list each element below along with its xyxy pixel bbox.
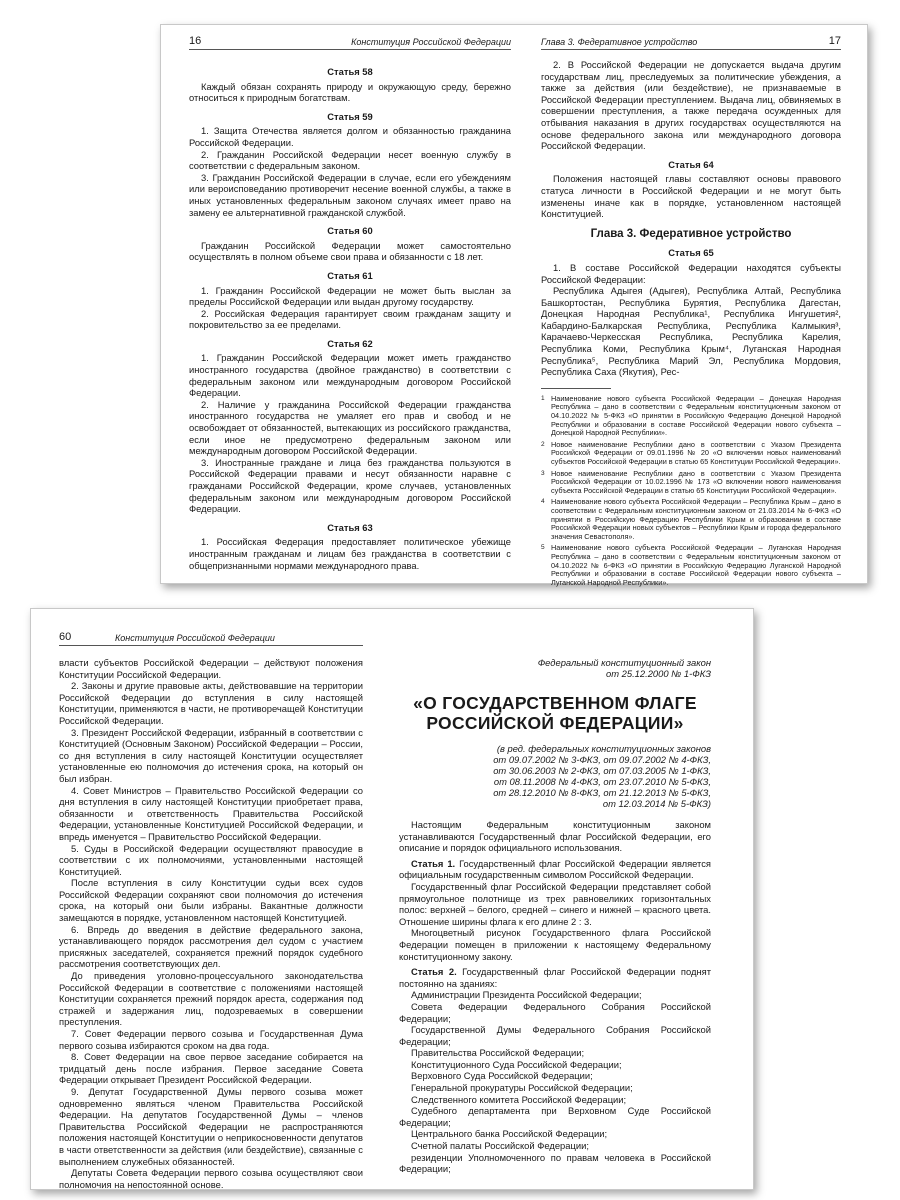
paragraph: 3. Иностранные граждане и лица без гражданства пользуются в Российской Федерации правами и несут обязанности наравне с гражданами Российской Федерации, кроме случаев, установленных федеральным законом или международным договором Российской Федерации.	[189, 456, 511, 515]
paragraph: Депутаты Совета Федерации первого созыва осуществляют свои полномочия на непостоянной основе.	[59, 1167, 363, 1190]
law-title-line1: «О ГОСУДАРСТВЕННОМ ФЛАГЕ	[413, 693, 697, 713]
page-text	[189, 59, 511, 571]
list-item: Следственного комитета Российской Федерации;	[411, 1093, 627, 1105]
article-heading: Статья 65	[668, 247, 714, 259]
paragraph: 2. Гражданин Российской Федерации несет военную службу в соответствии с федеральным законом.	[189, 148, 511, 172]
law-type: Федеральный конституционный закон	[537, 657, 711, 668]
footnote-number: 4	[541, 498, 545, 506]
footnote-text: Наименование нового субъекта Российской Федерации – Республика Крым – дано в соответствии с Федеральным конституционным законом от 21.03.2014 № 6-ФКЗ «О принятии в Российскую Федерацию Республики Крым и образовании в составе Российской Федерации новых субъектов – Республики Крым и города федерального значения Севастополя».	[551, 497, 841, 541]
book-spread-top	[160, 24, 868, 587]
list-item: Администрации Президента Российской Федерации;	[411, 989, 642, 1001]
paragraph: 1. Защита Отечества является долгом и обязанностью гражданина Российской Федерации.	[189, 125, 511, 148]
page-number: 60	[59, 631, 72, 643]
list-item: Правительства Российской Федерации;	[411, 1047, 585, 1059]
footnote	[541, 395, 841, 438]
footnote-rule	[541, 388, 611, 389]
page-header	[541, 33, 841, 50]
paragraph: Гражданин Российской Федерации может самостоятельно осуществлять в полном объеме свои права и обязанности с 18 лет.	[189, 239, 511, 263]
list-item: Совета Федерации Федерального Собрания Российской Федерации;	[399, 1000, 711, 1024]
article-heading: Статья 60	[327, 225, 373, 237]
law-title	[399, 693, 711, 733]
edition-line: от 12.03.2014 № 5-ФКЗ)	[602, 798, 711, 809]
paragraph: власти субъектов Российской Федерации – действуют положения Конституции Российской Федерации.	[59, 657, 363, 680]
paragraph: 2. Наличие у гражданина Российской Федерации гражданства иностранного государства не умаляет его прав и свобод и не освобождает от обязанностей, вытекающих из российского гражданства, если иное не предусмотрено федеральным законом или международным договором Российской Федерации.	[189, 398, 511, 457]
chapter-heading: Глава 3. Федеративное устройство	[590, 227, 792, 240]
paragraph: 8. Совет Федерации на свое первое заседание собирается на тридцатый день после избрания. Первое заседание Совета Федерации открывает Президент Российской Федерации.	[59, 1051, 363, 1086]
paragraph: 2. В Российской Федерации не допускается выдача другим государствам лиц, преследуемых за политические убеждения, а также за действия (или бездействие), не признаваемые в Российской Федерации преступлением. Выдача лиц, обвиняемых в совершении преступления, а также передача осужденных для отбывания наказания в других государствах осуществляются на основе федерального закона или международного договора Российской Федерации.	[541, 59, 841, 152]
article-heading: Статья 61	[327, 269, 373, 281]
paragraph: До приведения уголовно-процессуального законодательства Российской Федерации в соответствие с положениями настоящей Конституции сохраняется прежний порядок ареста, содержания под стражей и задержания лиц, подозреваемых в совершении преступления.	[59, 970, 363, 1028]
paragraph: 2. Законы и другие правовые акты, действовавшие на территории Российской Федерации до вступления в силу настоящей Конституции, применяются в части, не противоречащей Конституции Российской Федерации.	[59, 680, 363, 726]
paragraph: 3. Президент Российской Федерации, избранный в соответствии с Конституцией (Основным Законом) Российской Федерации – России, со дня вступления в силу настоящей Конституции осуществляет установленные ею полномочия до истечения срока, на который он был избран.	[59, 726, 363, 784]
page-number: 17	[828, 35, 841, 47]
article-heading: Статья 62	[327, 337, 373, 349]
footnote-number: 1	[541, 394, 545, 402]
article-1-text: Государственный флаг Российской Федерации является официальным государственным символом Российской Федерации.	[399, 857, 711, 881]
list-item: Верховного Суда Российской Федерации;	[411, 1070, 593, 1082]
footnotes	[541, 395, 841, 587]
paragraph: Каждый обязан сохранять природу и окружающую среду, бережно относиться к природным богатствам.	[189, 80, 511, 104]
footnote	[541, 544, 841, 587]
article-2-label: Статья 2.	[411, 966, 457, 978]
list-item: Центрального банка Российской Федерации;	[411, 1128, 608, 1140]
paragraph: 6. Впредь до введения в действие федерального закона, устанавливающего порядок рассмотрения дел судом с участием присяжных заседателей, сохраняется прежний порядок судебного рассмотрения соответствующих дел.	[59, 923, 363, 970]
paragraph: Положения настоящей главы составляют основы правового статуса личности в Российской Федерации и не могут быть изменены иначе как в порядке, установленном настоящей Конституцией.	[541, 173, 841, 220]
page-header	[59, 629, 363, 646]
law-intro: Настоящим Федеральным конституционным законом устанавливаются Государственный флаг Российской Федерации, его описание и порядок официального использования.	[399, 819, 711, 854]
article-heading: Статья 64	[668, 158, 714, 170]
footnote-number: 5	[541, 544, 545, 552]
list-item: Генеральной прокуратуры Российской Федерации;	[411, 1082, 633, 1094]
list-item: Счетной палаты Российской Федерации;	[411, 1140, 589, 1152]
page-text	[399, 657, 711, 1175]
paragraph: 5. Суды в Российской Федерации осуществляют правосудие в соответствии с их полномочиями, установленными настоящей Конституцией.	[59, 842, 363, 877]
article-1-paragraph: Государственный флаг Российской Федерации представляет собой прямоугольное полотнище из трех равновеликих горизонтальных полос: верхней – белого, средней – синего и нижней – красного цвета. Отношение ширины флага к его длине 2 : 3.	[399, 880, 711, 927]
paragraph: 2. Российская Федерация гарантирует своим гражданам защиту и покровительство за ее пределами.	[189, 307, 511, 331]
running-head: Глава 3. Федеративное устройство	[541, 37, 698, 47]
page-text	[541, 59, 841, 590]
article-2	[399, 966, 711, 989]
footnote-number: 2	[541, 440, 545, 448]
article-2-text: Государственный флаг Российской Федерации поднят постоянно на зданиях:	[399, 966, 711, 989]
article-1	[399, 858, 711, 881]
edition-line: от 28.12.2010 № 8-ФКЗ, от 21.12.2013 № 5-ФКЗ,	[493, 787, 711, 798]
law-editions	[399, 743, 711, 809]
footnote	[541, 441, 841, 467]
footnote-text: Наименование нового субъекта Российской Федерации – Донецкая Народная Республика – дано в соответствии с Федеральным конституционным законом от 04.10.2022 № 5-ФКЗ «О принятии в Российскую Федерацию Донецкой Народной Республики и образовании в составе Российской Федерации нового субъекта – Донецкой Народной Республики».	[551, 393, 841, 438]
edition-line: от 08.11.2008 № 4-ФКЗ, от 23.07.2010 № 5-ФКЗ,	[493, 776, 711, 787]
article-1-label: Статья 1.	[411, 857, 456, 869]
edition-line: от 30.06.2003 № 2-ФКЗ, от 07.03.2005 № 1-ФКЗ,	[493, 765, 711, 776]
paragraph: 7. Совет Федерации первого созыва и Государственная Дума первого созыва избираются сроком на два года.	[59, 1028, 363, 1051]
footnote	[541, 470, 841, 496]
list-item: Государственной Думы Федерального Собрания Российской Федерации;	[399, 1024, 711, 1047]
edition-line: (в ред. федеральных конституционных законов	[496, 743, 711, 754]
page-header	[189, 33, 511, 50]
book-spread-bottom	[30, 608, 754, 1190]
footnote-number: 3	[541, 469, 545, 477]
footnote	[541, 498, 841, 541]
paragraph: 9. Депутат Государственной Думы первого созыва может одновременно являться членом Правительства Российской Федерации. На депутатов Государственной Думы – членов Правительства Российской Федерации не распространяются положения настоящей Конституции о неприкосновенности депутатов в части ответственности за действия (или бездействие), связанные с выполнением служебных обязанностей.	[59, 1085, 363, 1167]
building-list	[399, 989, 711, 1175]
list-item: Конституционного Суда Российской Федерации;	[411, 1058, 622, 1070]
article-heading: Статья 58	[327, 66, 373, 77]
paragraph: 1. Гражданин Российской Федерации может иметь гражданство иностранного государства (двойное гражданство) в соответствии с федеральным законом или международным договором Российской Федерации.	[189, 352, 511, 399]
running-head: Конституция Российской Федерации	[351, 37, 511, 47]
paragraph: 4. Совет Министров – Правительство Российской Федерации со дня вступления в силу настоящей Конституции приобретает права, обязанности и ответственность Правительства Российской Федерации, установленные Конституцией Российской Федерации, и впредь именуется – Правительство Российской Федерации.	[59, 784, 363, 842]
paragraph: После вступления в силу Конституции судьи всех судов Российской Федерации сохраняют свои полномочия до истечения срока, на который они были избраны. Вакантные должности замещаются в порядке, установленном настоящей Конституцией.	[59, 877, 363, 924]
list-item: Судебного департамента при Верховном Суде Российской Федерации;	[399, 1105, 711, 1128]
footnote-text: Новое наименование Республики дано в соответствии с Указом Президента Российской Федерации от 09.01.1996 № 20 «О включении новых наименований субъектов Российской Федерации в статью 65 Конституции Российской Федерации».	[551, 439, 841, 466]
page-number: 16	[189, 35, 202, 47]
article-heading: Статья 63	[327, 521, 373, 533]
article-heading: Статья 59	[327, 110, 373, 122]
paragraph: 1. Российская Федерация предоставляет политическое убежище иностранным гражданам и лицам без гражданства в соответствии с общепризнанными нормами международного права.	[189, 536, 511, 571]
running-head: Конституция Российской Федерации	[115, 633, 275, 643]
law-date: от 25.12.2000 № 1-ФКЗ	[606, 668, 711, 679]
footnote-text: Новое наименование Республики дано в соответствии с Указом Президента Российской Федерации от 10.02.1996 № 173 «О включении нового наименования субъекта Российской Федерации в статью 65 Конституции Российской Федерации».	[551, 468, 841, 495]
list-item: резиденции Уполномоченного по правам человека в Российской Федерации;	[399, 1151, 711, 1175]
article-1-paragraph: Многоцветный рисунок Государственного флага Российской Федерации помещен в приложении к настоящему Федеральному конституционному закону.	[399, 927, 711, 962]
paragraph: 1. Гражданин Российской Федерации не может быть выслан за пределы Российской Федерации или выдан другому государству.	[189, 284, 511, 308]
paragraph: 3. Гражданин Российской Федерации в случае, если его убеждениям или вероисповеданию противоречит несение военной службы, а также в иных установленных федеральным законом случаях имеет право на замену ее альтернативной гражданской службой.	[189, 171, 511, 218]
paragraph: 1. В составе Российской Федерации находятся субъекты Российской Федерации:	[541, 261, 841, 285]
edition-line: от 09.07.2002 № 3-ФКЗ, от 09.07.2002 № 4-ФКЗ,	[493, 754, 711, 765]
law-title-line2: РОССИЙСКОЙ ФЕДЕРАЦИИ»	[426, 713, 684, 733]
footnote-text: Наименование нового субъекта Российской Федерации – Луганская Народная Республика – дано в соответствии с Федеральным конституционным законом от 04.10.2022 № 6-ФКЗ «О принятии в Российскую Федерацию Луганской Народной Республики и образовании в составе Российской Федерации нового субъекта – Луганской Народной Республики».	[551, 543, 841, 587]
page-text	[59, 657, 363, 1190]
paragraph: Республика Адыгея (Адыгея), Республика Алтай, Республика Башкортостан, Республика Бурятия, Республика Дагестан, Донецкая Народная Республика¹, Республика Ингушетия², Кабардино-Балкарская Республика, Республика Калмыкия³, Карачаево-Черкесская Республика, Республика Карелия, Республика Коми, Республика Крым⁴, Луганская Народная Республика⁵, Республика Марий Эл, Республика Мордовия, Республика Саха (Якутия), Рес-	[541, 285, 841, 378]
